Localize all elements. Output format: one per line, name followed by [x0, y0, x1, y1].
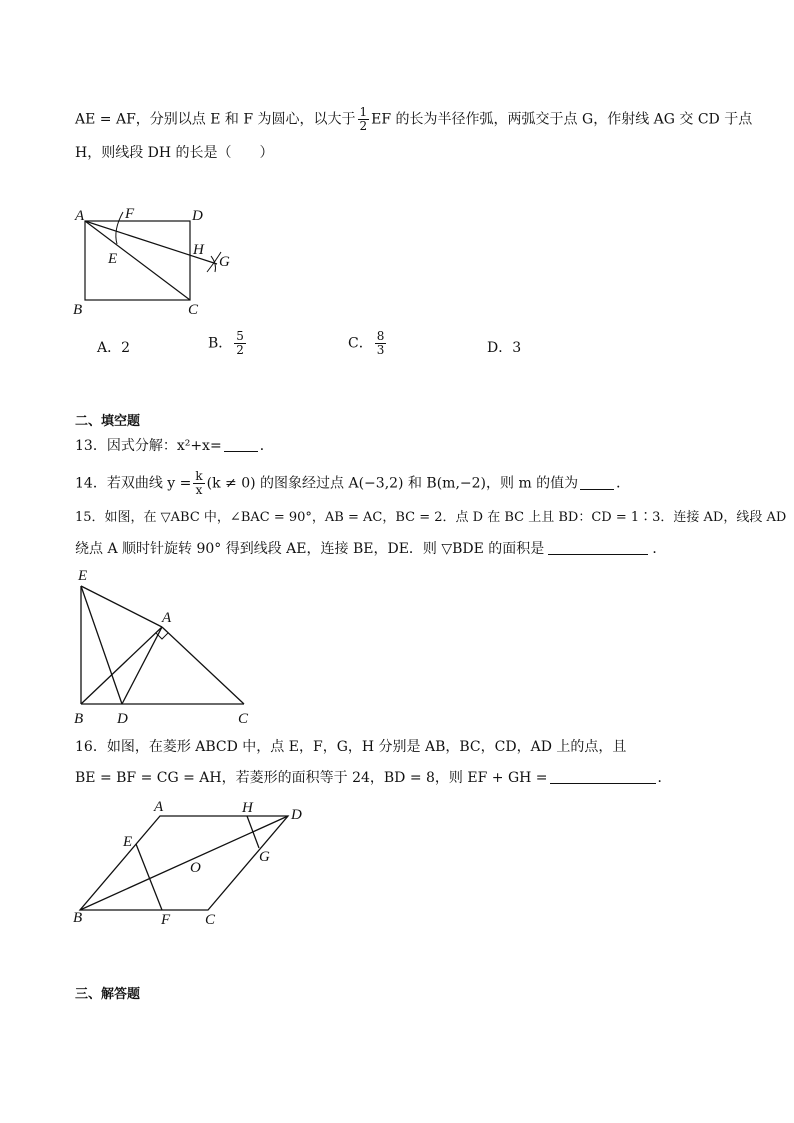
q12-option-b-num: 5: [236, 329, 244, 343]
q15-answer-blank[interactable]: [548, 540, 648, 555]
segment-ef: [136, 844, 162, 910]
q14-mid: (k ≠ 0) 的图象经过点 A(−3,2) 和 B(m,−2)，则 m 的值为: [206, 475, 579, 492]
q12-option-c-label: C．: [348, 335, 373, 352]
segment-ac: [162, 627, 244, 704]
q13-answer-blank[interactable]: [224, 437, 258, 452]
label-b: B: [73, 910, 83, 926]
label-o: O: [190, 860, 201, 876]
label-a: A: [75, 208, 85, 224]
label-b: B: [74, 711, 84, 727]
q12-option-c: [348, 330, 388, 357]
q12-option-b-den: 2: [236, 343, 244, 357]
label-a: A: [162, 610, 172, 626]
segment-ad: [122, 627, 162, 704]
label-c: C: [238, 711, 249, 727]
q14: [75, 470, 630, 497]
arc-ef: [116, 212, 123, 244]
q12-frac-den: 2: [359, 119, 368, 133]
q15-triangle-figure: [70, 564, 260, 730]
q14-fraction: [193, 470, 204, 497]
q15-line2-pre: 绕点 A 顺时针旋转 90° 得到线段 AE，连接 BE，DE．则 ▽BDE 的面积是: [75, 541, 545, 557]
q12-line1: [75, 106, 752, 133]
label-a: A: [154, 800, 164, 815]
q16-rhombus-figure: [68, 800, 318, 930]
q12-option-c-num: 8: [376, 329, 385, 343]
q15-line2-post: ．: [652, 541, 667, 557]
label-c: C: [188, 302, 199, 318]
label-e: E: [123, 834, 133, 850]
q16-line2: [75, 768, 672, 788]
segment-ab: [81, 627, 162, 704]
section3-title: 三、解答题: [75, 987, 141, 1002]
diagonal-ac: [85, 221, 190, 300]
q12-line2: H，则线段 DH 的长是（ ）: [75, 145, 274, 161]
q12-option-d: D．3: [487, 340, 522, 356]
label-f: F: [161, 912, 171, 928]
label-h: H: [193, 242, 204, 258]
label-e: E: [78, 568, 88, 584]
q12-option-c-frac: [375, 330, 387, 357]
q14-answer-blank[interactable]: [580, 475, 614, 490]
q14-pre: 14．若双曲线 y =: [75, 475, 192, 492]
label-b: B: [73, 302, 83, 318]
q12-option-a: A．2: [97, 340, 131, 356]
label-h: H: [242, 800, 253, 816]
q12-option-b-label: B．: [208, 335, 233, 352]
q16-line2-post: ．: [657, 770, 672, 786]
label-d: D: [117, 711, 128, 727]
q14-frac-num: k: [195, 469, 203, 483]
q12-option-b-frac: [234, 330, 246, 357]
q12-option-c-den: 3: [376, 343, 385, 357]
label-g: G: [259, 849, 270, 865]
q13-post: ．: [259, 438, 274, 454]
q14-frac-den: x: [195, 483, 203, 497]
segment-hg: [247, 816, 259, 848]
label-c: C: [205, 912, 216, 928]
q12-fraction: [358, 106, 370, 133]
q12-rectangle-figure: [65, 200, 255, 320]
q15-line2: [75, 539, 666, 559]
label-d: D: [291, 807, 302, 823]
q16-line2-pre: BE = BF = CG = AH，若菱形的面积等于 24，BD = 8，则 EF + GH =: [75, 770, 548, 786]
q12-line1-pre: AE = AF，分别以点 E 和 F 为圆心，以大于: [75, 111, 356, 128]
q12-line1-post: EF 的长为半径作弧，两弧交于点 G，作射线 AG 交 CD 于点: [371, 111, 753, 128]
label-d: D: [192, 208, 203, 224]
q14-post: ．: [616, 475, 631, 492]
q12-option-b: [208, 330, 248, 357]
diagonal-bd: [80, 816, 288, 910]
q13: [75, 436, 274, 456]
q12-frac-num: 1: [359, 105, 368, 119]
q15-line1: 15．如图，在 ▽ABC 中，∠BAC = 90°，AB = AC，BC = 2．点 D 在 BC 上且 BD：CD = 1∶3．连接 AD，线段 AD: [75, 510, 787, 525]
q13-pre: 13．因式分解：x²+x=: [75, 438, 222, 454]
q16-answer-blank[interactable]: [550, 769, 656, 784]
section2-title: 二、填空题: [75, 414, 141, 429]
label-e: E: [108, 251, 118, 267]
q16-line1: 16．如图，在菱形 ABCD 中，点 E，F，G，H 分别是 AB，BC，CD，AD 上的点，且: [75, 739, 627, 755]
label-f: F: [125, 206, 135, 222]
label-g: G: [219, 254, 230, 270]
